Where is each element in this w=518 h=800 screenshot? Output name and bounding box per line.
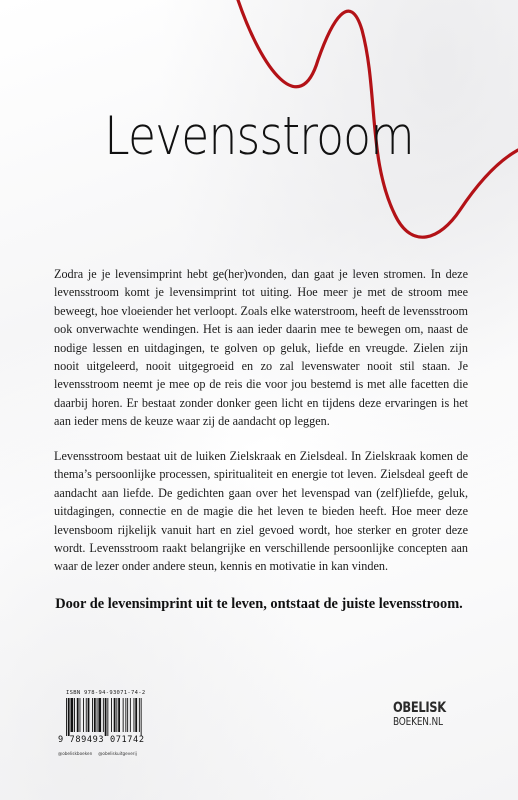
barcode-bar <box>123 698 124 732</box>
publisher-logo-top: OBELISK <box>393 700 446 716</box>
barcode-digits: 9 789493 071742 <box>58 735 145 745</box>
social-handle-left: @obeliskboeken <box>58 751 93 756</box>
social-handle-right: @obeliskuitgeverij <box>98 751 137 756</box>
barcode-bar <box>141 698 142 736</box>
barcode-bar <box>114 698 116 732</box>
barcode-bar <box>88 698 90 732</box>
barcode-bar <box>134 698 135 732</box>
barcode-bar <box>97 698 98 732</box>
barcode-bar <box>83 698 84 732</box>
barcode-bar <box>118 698 120 732</box>
barcode-bar <box>86 698 87 732</box>
social-handles <box>58 751 168 756</box>
publisher-logo <box>393 701 457 728</box>
barcode-bar <box>105 698 107 736</box>
barcode-bar <box>103 698 104 732</box>
barcode-bar <box>111 698 112 732</box>
barcode-bar <box>107 698 108 736</box>
barcode-bar <box>66 698 67 736</box>
barcode-bar <box>98 698 101 732</box>
barcode-bar <box>130 698 131 732</box>
barcode-bar <box>71 698 74 732</box>
description-paragraph-2: Levensstroom bestaat uit de luiken Zielskraak en Zielsdeal. In Zielskraak komen de thema’s persoonlijke processen, spiritualiteit en energie tot leven. Zielsdeal geeft de aandacht aan liefde. De gedichten gaan over het levenspad van (zelf)liefde, geluk, uitdagingen, connectie en de magie die het leven te bieden heeft. Hoe meer deze levensboom rijkelijk vanuit hart en ziel gevoed wordt, hoe sterker en groter deze wordt. Levensstroom raakt belangrijke en verschillende persoonlijke concepten aan waar de lezer onder andere steun, kennis en motivatie in kan vinden. <box>54 449 468 574</box>
barcode-bar <box>74 698 75 732</box>
barcode-bar <box>92 698 93 732</box>
barcode-bar <box>77 698 79 732</box>
publisher-logo-bottom: BOEKEN.NL <box>393 716 443 728</box>
description-paragraph-1: Zodra je je levensimprint hebt ge(her)vonden, dan gaat je leven stromen. In deze levensstroom komt je levensimprint tot uiting. Hoe meer je met de stroom mee beweegt, hoe vloeiender het verloopt. Zoals elke waterstroom, heeft de levensstroom ook onverwachte wendingen. Het is aan ieder daarin mee te bewegen om, naast de nodige lessen en uitdagingen, te golven op geluk, liefde en vreugde. Zielen zijn nooit uitgeleerd, nooit uitgegroeid en zo zal levenswater nooit stil staan. Je levensstroom neemt je mee op de reis die voor jou bestemd is met alle facetten die daarbij horen. Er bestaat zonder donker geen licht en tijdens deze ervaringen is het aan ieder mens de keuze waar zij de aandacht op leggen. <box>54 267 468 429</box>
barcode-bar <box>127 698 128 732</box>
barcode-bar <box>94 698 96 732</box>
barcode-bar <box>68 698 70 736</box>
barcode-bar <box>125 698 126 732</box>
barcode-bar <box>116 698 117 732</box>
isbn-barcode <box>58 690 168 756</box>
book-title: Levensstroom <box>104 106 414 167</box>
isbn-label: ISBN 978-94-93071-74-2 <box>66 690 146 696</box>
tagline: Door de levensimprint uit te leven, ontstaat de juiste levensstroom. <box>55 596 463 612</box>
barcode-bar <box>80 698 81 732</box>
barcode-bars <box>64 698 168 736</box>
barcode-bar <box>139 698 140 732</box>
barcode-bar <box>135 698 137 732</box>
